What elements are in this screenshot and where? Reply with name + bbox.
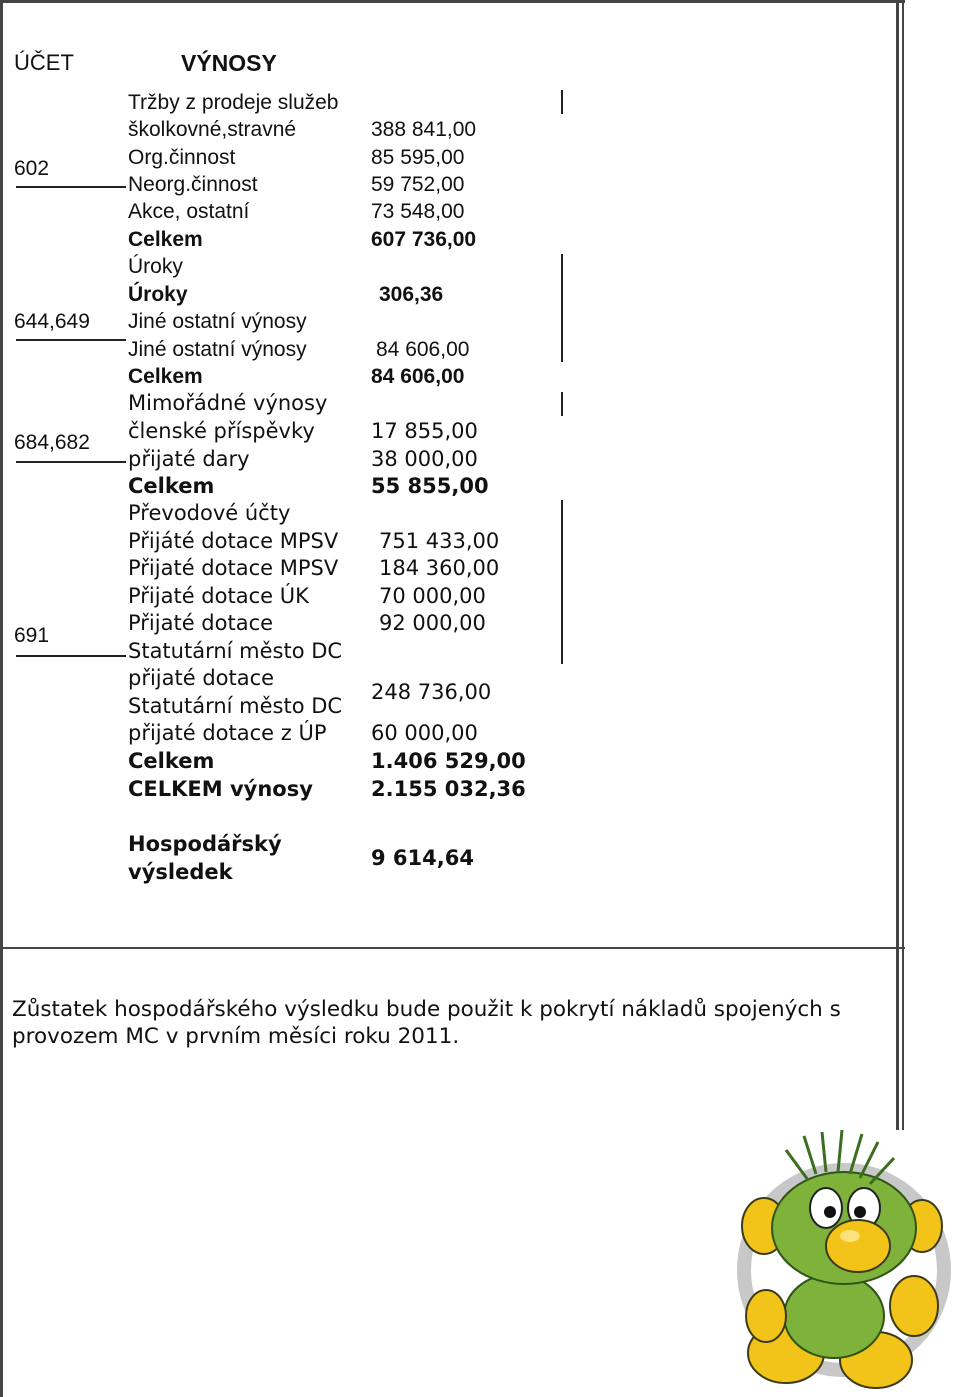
row-value: 38 000,00 xyxy=(371,447,478,471)
row-label: Org.činnost xyxy=(128,146,236,169)
group-total-value: 55 855,00 xyxy=(371,474,489,498)
group-total-label: Celkem xyxy=(128,474,215,498)
body-shape xyxy=(784,1274,884,1358)
row-value: 92 000,00 xyxy=(379,611,486,635)
row-label: Statutární město DC xyxy=(128,639,343,663)
row-value: 70 000,00 xyxy=(379,584,486,608)
left-hand-shape xyxy=(746,1290,786,1342)
group-total-value: 84 606,00 xyxy=(371,365,465,388)
frame-left-border xyxy=(0,0,3,1397)
row-value: 388 841,00 xyxy=(371,118,477,141)
row-label: Jiné ostatní výnosy xyxy=(128,310,307,333)
frame-right-border-inner xyxy=(902,0,904,1130)
group-bracket xyxy=(561,90,563,114)
row-value: 73 548,00 xyxy=(371,200,465,223)
row-value: 59 752,00 xyxy=(371,173,465,196)
row-value: 306,36 xyxy=(379,283,444,306)
account-code: 644,649 xyxy=(14,310,90,333)
group-total-label: Celkem xyxy=(128,749,215,773)
row-label: Přijaté dotace MPSV xyxy=(128,556,339,580)
account-code: 691 xyxy=(14,624,50,647)
row-label: Neorg.činnost xyxy=(128,173,258,196)
row-label: Úroky xyxy=(128,283,188,306)
group-bracket xyxy=(561,392,563,416)
account-rule xyxy=(16,186,126,188)
row-label: Tržby z prodeje služeb xyxy=(128,91,339,114)
row-value: 248 736,00 xyxy=(371,680,492,704)
right-pupil-shape xyxy=(854,1206,866,1218)
frame-divider xyxy=(0,947,905,949)
row-label: Statutární město DC xyxy=(128,694,343,718)
right-hand-shape xyxy=(890,1276,938,1336)
row-value: 751 433,00 xyxy=(379,529,500,553)
row-label: Úroky xyxy=(128,255,183,278)
result-value: 9 614,64 xyxy=(371,846,474,870)
row-label: přijaté dotace z ÚP xyxy=(128,721,327,745)
row-value: 85 595,00 xyxy=(371,146,465,169)
grand-total-label: CELKEM výnosy xyxy=(128,777,313,801)
account-rule xyxy=(16,339,126,341)
row-label: školkovné,stravné xyxy=(128,118,297,141)
row-value: 184 360,00 xyxy=(379,556,500,580)
row-value: 60 000,00 xyxy=(371,721,478,745)
row-label: Mimořádné výnosy xyxy=(128,391,328,415)
grand-total-value: 2.155 032,36 xyxy=(371,777,526,801)
frame-right-border xyxy=(896,0,899,1130)
group-bracket xyxy=(561,254,563,362)
group-total-value: 607 736,00 xyxy=(371,228,477,251)
row-label: přijaté dotace xyxy=(128,666,275,690)
group-bracket xyxy=(561,500,563,664)
row-label: Akce, ostatní xyxy=(128,200,250,223)
row-label: přijaté dary xyxy=(128,447,250,471)
row-label: Jiné ostatní výnosy xyxy=(128,338,307,361)
section-title: VÝNOSY xyxy=(181,50,277,76)
nose-highlight-shape xyxy=(840,1230,860,1242)
left-pupil-shape xyxy=(824,1206,836,1218)
row-label: členské příspěvky xyxy=(128,419,315,443)
mascot-monkey-illustration xyxy=(726,1128,960,1397)
account-code: 602 xyxy=(14,157,50,180)
nose-shape xyxy=(826,1220,890,1272)
row-label: Převodové účty xyxy=(128,501,291,525)
row-label: Přijáté dotace MPSV xyxy=(128,529,339,553)
account-column-header: ÚČET xyxy=(14,50,74,75)
group-total-label: Celkem xyxy=(128,365,203,388)
row-value: 17 855,00 xyxy=(371,419,478,443)
frame-top-border xyxy=(0,0,905,3)
row-label: Přijaté dotace ÚK xyxy=(128,584,309,608)
result-label-line1: Hospodářský xyxy=(128,832,282,856)
account-rule xyxy=(16,461,126,463)
footnote-text: Zůstatek hospodářského výsledku bude použit k pokrytí nákladů spojených s provozem MC v prvním měsíci roku 2011. xyxy=(12,997,841,1049)
row-value: 84 606,00 xyxy=(376,338,470,361)
group-total-label: Celkem xyxy=(128,228,203,251)
account-rule xyxy=(16,655,126,657)
row-label: Přijaté dotace xyxy=(128,611,274,635)
group-total-value: 1.406 529,00 xyxy=(371,749,526,773)
account-code: 684,682 xyxy=(14,431,90,454)
result-label-line2: výsledek xyxy=(128,860,233,884)
